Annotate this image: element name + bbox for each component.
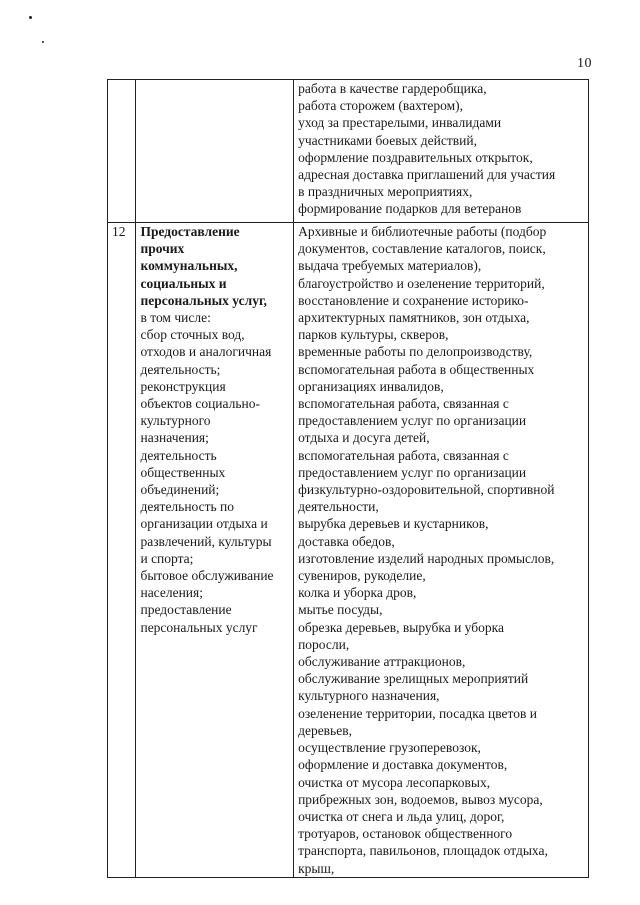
- work-item: в праздничных мероприятиях,: [298, 184, 473, 200]
- work-item: вспомогательная работа в общественных: [298, 361, 535, 377]
- activity-description-line: назначения;: [140, 430, 209, 446]
- activity-description-line: объектов социально-: [140, 396, 260, 412]
- work-item: временные работы по делопроизводству,: [298, 344, 533, 360]
- work-item: культурного назначения,: [298, 688, 440, 704]
- activity-title-line: Предоставление: [140, 224, 240, 239]
- work-item: физкультурно-оздоровительной, спортивной: [298, 482, 555, 498]
- work-item: работа в качестве гардеробщика,: [298, 81, 487, 96]
- works-list-cell: [294, 223, 589, 878]
- activity-description-cell: [136, 80, 294, 223]
- work-item: вырубка деревьев и кустарников,: [298, 516, 489, 532]
- work-item: доставка обедов,: [298, 533, 395, 549]
- work-item: предоставлением услуг по организации: [298, 413, 527, 429]
- work-item: Архивные и библиотечные работы (подбор: [298, 224, 547, 239]
- page-number: 10: [577, 56, 592, 71]
- work-item: работа сторожем (вахтером),: [298, 98, 464, 114]
- activity-description-line: персональных услуг: [140, 619, 258, 635]
- work-item: предоставлением услуг по организации: [298, 464, 527, 480]
- activity-title-line: прочих: [140, 241, 185, 257]
- activity-description-line: сбор сточных вод,: [140, 327, 245, 343]
- activity-description-cell: [136, 223, 294, 878]
- work-item: поросли,: [298, 636, 350, 652]
- work-item: документов, составление каталогов, поиск,: [298, 241, 546, 257]
- work-item: сувениров, рукоделие,: [298, 568, 426, 584]
- activity-description-line: реконструкция: [140, 378, 226, 394]
- activity-description-line: предоставление: [140, 602, 232, 618]
- activity-title-line: коммунальных,: [140, 258, 238, 274]
- activity-description-line: в том числе:: [140, 310, 211, 326]
- row-number-cell: [108, 223, 136, 878]
- work-item: организациях инвалидов,: [298, 378, 444, 394]
- work-item: озеленение территории, посадка цветов и: [298, 705, 537, 721]
- table-row: [108, 80, 589, 223]
- work-item: уход за престарелыми, инвалидами: [298, 115, 502, 131]
- work-item: отдыха и досуга детей,: [298, 430, 430, 446]
- row-number: 12: [112, 224, 126, 239]
- activities-table: [107, 79, 589, 878]
- work-item: выдача требуемых материалов),: [298, 258, 482, 274]
- work-item: изготовление изделий народных промыслов,: [298, 550, 555, 566]
- activity-description-line: общественных: [140, 464, 226, 480]
- work-item: очистка от снега и льда улиц, дорог,: [298, 808, 505, 824]
- work-item: обслуживание аттракционов,: [298, 654, 466, 670]
- work-item: колка и уборка дров,: [298, 585, 417, 601]
- activity-description-line: культурного: [140, 413, 211, 429]
- activity-description-line: объединений;: [140, 482, 220, 498]
- activity-description-line: населения;: [140, 585, 203, 601]
- activity-description-line: отходов и аналогичная: [140, 344, 272, 360]
- activity-description-line: деятельность;: [140, 361, 221, 377]
- work-item: транспорта, павильонов, площадок отдыха,: [298, 843, 548, 859]
- work-item: оформление и доставка документов,: [298, 757, 508, 773]
- activity-description-line: деятельность по: [140, 499, 235, 515]
- scan-speck: [29, 16, 32, 19]
- work-item: обслуживание зрелищных мероприятий: [298, 671, 529, 687]
- work-item: осуществление грузоперевозок,: [298, 740, 481, 756]
- work-item: прибрежных зон, водоемов, вывоз мусора,: [298, 791, 543, 807]
- work-item: участниками боевых действий,: [298, 132, 477, 148]
- work-item: адресная доставка приглашений для участия: [298, 167, 556, 183]
- work-item: тротуаров, остановок общественного: [298, 826, 513, 842]
- work-item: очистка от мусора лесопарковых,: [298, 774, 491, 790]
- activity-title-line: персональных услуг,: [140, 292, 267, 308]
- table-row: [108, 223, 589, 878]
- activity-description-line: развлечений, культуры: [140, 533, 272, 549]
- work-item: деревьев,: [298, 722, 352, 738]
- work-item: обрезка деревьев, вырубка и уборка: [298, 619, 504, 635]
- work-item: восстановление и сохранение историко-: [298, 292, 529, 308]
- work-item: крыш,: [298, 860, 335, 876]
- work-item: парков культуры, скверов,: [298, 327, 449, 343]
- activity-description-line: и спорта;: [140, 550, 194, 566]
- scan-speck: [42, 41, 44, 43]
- row-number-cell: [108, 80, 136, 223]
- work-item: архитектурных памятников, зон отдыха,: [298, 310, 530, 326]
- work-item: формирование подарков для ветеранов: [298, 201, 522, 217]
- work-item: благоустройство и озеленение территорий,: [298, 275, 545, 291]
- activity-description-line: организации отдыха и: [140, 516, 268, 532]
- work-item: мытье посуды,: [298, 602, 383, 618]
- activity-description-line: бытовое обслуживание: [140, 568, 274, 584]
- work-item: оформление поздравительных открыток,: [298, 149, 533, 165]
- activity-title-line: социальных и: [140, 275, 227, 291]
- works-list-cell: [294, 80, 589, 223]
- work-item: деятельности,: [298, 499, 379, 515]
- work-item: вспомогательная работа, связанная с: [298, 447, 509, 463]
- work-item: вспомогательная работа, связанная с: [298, 396, 509, 412]
- activity-description-line: деятельность: [140, 447, 217, 463]
